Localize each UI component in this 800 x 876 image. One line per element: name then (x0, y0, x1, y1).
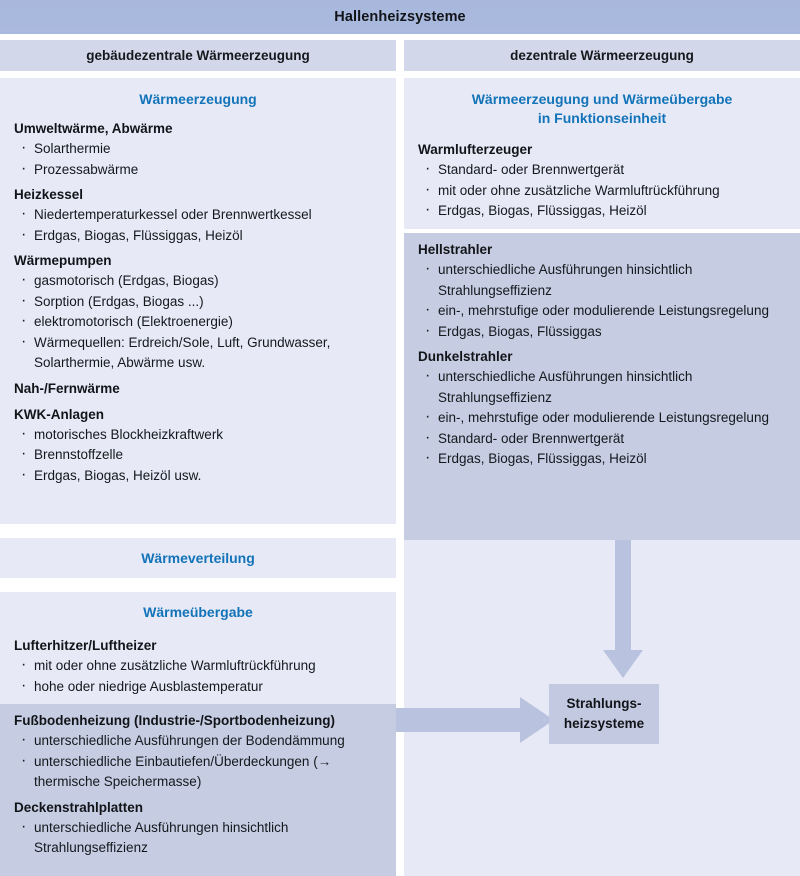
group-head: Warmlufterzeuger (418, 142, 533, 157)
group-head: Fußbodenheizung (Industrie-/Sportbodenheizung) (14, 713, 335, 728)
group-waermepumpen (14, 252, 382, 374)
list-item: · Solarthermie (14, 139, 382, 160)
group-list (14, 271, 382, 374)
list-item: · elektromotorisch (Elektroenergie) (14, 312, 382, 333)
list-item: · Erdgas, Biogas, Flüssiggas, Heizöl (418, 449, 786, 470)
group-head: Dunkelstrahler (418, 349, 513, 364)
column-header-left-label: gebäudezentrale Wärmeerzeugung (86, 48, 310, 63)
list-item: · unterschiedliche Ausführungen der Bodendämmung (14, 731, 382, 752)
chevron-down-icon (168, 578, 228, 592)
list-item: · Standard- oder Brennwertgerät (418, 160, 786, 181)
list-item: · Niedertemperaturkessel oder Brennwertkessel (14, 205, 382, 226)
list-item: · Prozessabwärme (14, 160, 382, 181)
list-item: · gasmotorisch (Erdgas, Biogas) (14, 271, 382, 292)
group-list (14, 139, 382, 180)
section-waermeverteilung (0, 538, 396, 578)
group-head: Heizkessel (14, 187, 84, 202)
group-head: Nah-/Fernwärme (14, 380, 120, 396)
group-list (14, 656, 382, 697)
column-header-left (0, 40, 396, 71)
chevron-down-icon (168, 524, 228, 538)
group-list (14, 425, 382, 487)
section-title-waermeerzeugung: Wärmeerzeugung (139, 91, 257, 107)
list-item: · ein-, mehrstufige oder modulierende Leistungsregelung (418, 408, 786, 429)
list-item: · Sorption (Erdgas, Biogas ...) (14, 292, 382, 313)
list-item: · Erdgas, Biogas, Flüssiggas, Heizöl (14, 226, 382, 247)
group-list (14, 818, 382, 859)
strahlungsheizsysteme-label (564, 694, 644, 734)
target-line-1: Strahlungs- (566, 696, 642, 711)
target-line-2: heizsysteme (563, 716, 645, 731)
strahlungsheizsysteme-box (549, 684, 659, 744)
group-deckenstrahlplatten (14, 799, 382, 859)
column-header-right (404, 40, 800, 71)
block-strahler-right (404, 233, 800, 540)
group-heizkessel (14, 186, 382, 246)
list-item: · hohe oder niedrige Ausblastemperatur (14, 677, 382, 698)
list-item: · unterschiedliche Ausführungen hinsichtlich Strahlungseffizienz (14, 818, 382, 859)
group-head: Wärmepumpen (14, 253, 112, 268)
group-head: KWK-Anlagen (14, 406, 104, 422)
group-nah-fernwaerme (14, 380, 382, 397)
list-item: · Erdgas, Biogas, Heizöl usw. (14, 466, 382, 487)
block-strahlungsheizung-left (0, 704, 396, 876)
section-waermeerzeugung (0, 78, 396, 524)
group-list (418, 160, 786, 222)
list-item: · Standard- oder Brennwertgerät (418, 429, 786, 450)
group-warmlufterzeuger (418, 141, 786, 222)
group-head: Hellstrahler (418, 242, 493, 257)
group-head: Deckenstrahlplatten (14, 799, 144, 815)
list-item: · unterschiedliche Ausführungen hinsichtlich Strahlungseffizienz (418, 260, 786, 301)
group-fussbodenheizung (14, 712, 382, 793)
list-item: · unterschiedliche Einbautiefen/Überdeckungen (→ thermische Speichermasse) (14, 752, 382, 793)
list-item: · ein-, mehrstufige oder modulierende Leistungsregelung (418, 301, 786, 322)
arrow-right-to-strahlungsheizsysteme (396, 695, 556, 745)
group-hellstrahler (418, 241, 786, 342)
group-list (14, 731, 382, 793)
list-item: · motorisches Blockheizkraftwerk (14, 425, 382, 446)
section-title-waermeuebergabe: Wärmeübergabe (143, 604, 253, 620)
section-title-funktionseinheit-line2: in Funktionseinheit (537, 110, 667, 126)
section-title-waermeverteilung: Wärmeverteilung (141, 549, 255, 566)
list-item: · mit oder ohne zusätzliche Warmluftrückführung (418, 181, 786, 202)
diagram-title-banner (0, 0, 800, 34)
list-item: · Erdgas, Biogas, Flüssiggas (418, 322, 786, 343)
group-dunkelstrahler (418, 348, 786, 470)
list-item: · mit oder ohne zusätzliche Warmluftrückführung (14, 656, 382, 677)
group-head: Umweltwärme, Abwärme (14, 121, 173, 136)
list-item: · Brennstoffzelle (14, 445, 382, 466)
list-item: · unterschiedliche Ausführungen hinsichtlich Strahlungseffizienz (418, 367, 786, 408)
flow-separator-2 (0, 578, 396, 592)
section-title-funktionseinheit-line1: Wärmeerzeugung und Wärmeübergabe (471, 91, 733, 107)
group-umweltwaerme (14, 120, 382, 180)
list-item: · Erdgas, Biogas, Flüssiggas, Heizöl (418, 201, 786, 222)
group-list (418, 260, 786, 342)
group-list (14, 205, 382, 246)
list-item: · Wärmequellen: Erdreich/Sole, Luft, Grundwasser, Solarthermie, Abwärme usw. (14, 333, 382, 374)
flow-separator-1 (0, 524, 396, 538)
group-kwk-anlagen (14, 406, 382, 487)
group-lufterhitzer (14, 637, 382, 697)
arrow-down-to-strahlungsheizsysteme (598, 540, 648, 690)
column-header-right-label: dezentrale Wärmeerzeugung (510, 48, 694, 63)
section-waermeuebergabe (0, 592, 396, 704)
group-list (418, 367, 786, 470)
page-title: Hallenheizsysteme (334, 9, 466, 25)
section-funktionseinheit (404, 78, 800, 229)
group-head: Lufterhitzer/Luftheizer (14, 638, 157, 653)
